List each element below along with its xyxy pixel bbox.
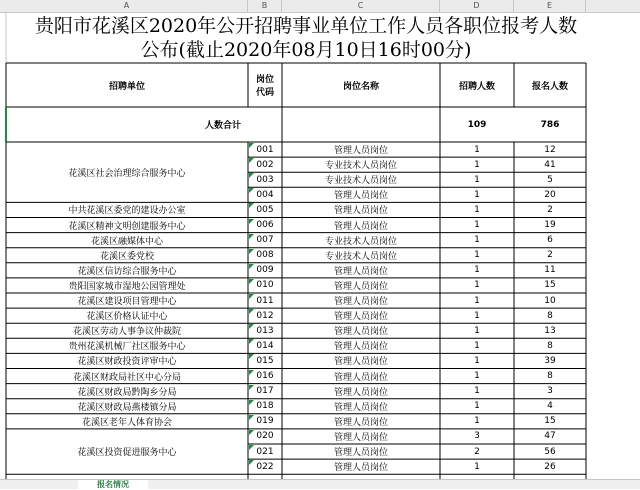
position-cell[interactable]: 管理人员岗位 [333,146,388,157]
recruit-cell[interactable]: 1 [474,189,480,200]
recruit-cell[interactable]: 1 [474,235,480,246]
header-unit[interactable]: 招聘单位 [108,81,145,92]
applicants-cell[interactable]: 2 [547,204,553,215]
code-cell[interactable]: 018 [256,401,274,412]
position-cell[interactable]: 管理人员岗位 [333,357,388,368]
recruit-cell[interactable]: 1 [474,280,480,291]
column-header-b[interactable]: B [248,0,282,12]
cell-comment-marker [249,219,254,224]
applicants-cell[interactable]: 2 [547,250,553,261]
recruit-cell[interactable]: 1 [474,355,480,366]
cell-comment-marker [249,158,254,163]
recruit-cell[interactable]: 1 [474,204,480,215]
position-cell[interactable]: 管理人员岗位 [333,372,388,383]
position-cell[interactable]: 管理人员岗位 [333,312,388,323]
recruit-cell[interactable]: 1 [474,386,480,397]
recruit-cell[interactable]: 1 [474,295,480,306]
column-header-d[interactable]: D [440,0,514,12]
recruit-cell[interactable]: 1 [474,250,480,261]
unit-cell[interactable]: 花溪区财政局社区中心分局 [72,372,181,383]
column-header-e[interactable]: E [514,0,586,12]
recruit-cell[interactable]: 1 [474,159,480,170]
applicants-cell[interactable]: 26 [544,461,556,472]
applicants-cell[interactable]: 15 [544,416,556,427]
header-code[interactable]: 岗位代码 [256,75,275,98]
recruit-cell[interactable]: 1 [474,265,480,276]
applicants-cell[interactable]: 47 [544,431,556,442]
unit-cell[interactable]: 花溪区委党校 [99,251,154,262]
applicants-cell[interactable]: 8 [547,371,553,382]
unit-cell[interactable]: 花溪区精神文明创建服务中心 [68,221,186,232]
position-cell[interactable]: 专业技术人员岗位 [324,176,397,187]
cell-comment-marker [249,234,254,239]
applicants-cell[interactable]: 13 [544,325,556,336]
code-cell[interactable]: 005 [256,204,274,215]
sheet-title-line1: 贵阳市花溪区2020年公开招聘事业单位工作人员各职位报考人数 [34,15,578,37]
cell-comment-marker [249,173,254,178]
position-cell[interactable]: 管理人员岗位 [333,266,388,277]
unit-cell[interactable]: 中共花溪区委党的建设办公室 [68,206,186,217]
code-cell[interactable]: 019 [256,416,274,427]
position-cell[interactable]: 管理人员岗位 [333,281,388,292]
cell-comment-marker [249,294,254,299]
code-cell[interactable]: 008 [256,250,274,261]
position-cell[interactable]: 管理人员岗位 [333,432,388,443]
code-cell[interactable]: 022 [256,461,274,472]
applicants-cell[interactable]: 8 [547,310,553,321]
code-cell[interactable]: 003 [256,174,274,185]
position-cell[interactable]: 管理人员岗位 [333,191,388,202]
position-cell[interactable]: 专业技术人员岗位 [324,251,397,262]
sheet-title-line2: 公布(截止2020年08月10日16时00分) [140,39,472,61]
cell-comment-marker [249,324,254,329]
code-cell[interactable]: 011 [256,295,274,306]
position-cell[interactable]: 管理人员岗位 [333,297,388,308]
cell-comment-marker [249,400,254,405]
total-applicants[interactable]: 786 [540,119,560,130]
unit-cell[interactable]: 贵州花溪机械厂社区服务中心 [68,342,186,353]
applicants-cell[interactable]: 20 [544,189,556,200]
cell-comment-marker [249,249,254,254]
position-cell[interactable]: 管理人员岗位 [333,387,388,398]
code-cell[interactable]: 015 [256,355,274,366]
applicants-cell[interactable]: 41 [544,159,556,170]
cell-comment-marker [249,354,254,359]
code-cell[interactable]: 021 [256,446,274,457]
header-position[interactable]: 岗位名称 [342,81,379,92]
cell-comment-marker [249,430,254,435]
column-header-a[interactable]: A [6,0,248,12]
unit-cell[interactable]: 花溪区财政投资评审中心 [77,357,177,368]
applicants-cell[interactable]: 11 [544,265,556,276]
applicants-cell[interactable]: 19 [544,220,556,231]
total-recruit[interactable]: 109 [467,119,487,130]
position-cell[interactable]: 管理人员岗位 [333,221,388,232]
cell-comment-marker [249,188,254,193]
code-cell[interactable]: 013 [256,325,274,336]
code-cell[interactable]: 016 [256,371,274,382]
unit-cell[interactable]: 花溪区劳动人事争议仲裁院 [72,327,181,338]
position-cell[interactable]: 管理人员岗位 [333,402,388,413]
unit-cell[interactable]: 花溪区信访综合服务中心 [77,266,177,277]
position-cell[interactable]: 管理人员岗位 [333,342,388,353]
unit-cell[interactable]: 花溪区财政局黔陶乡分局 [77,387,177,398]
cell-comment-marker [249,264,254,269]
header-recruit[interactable]: 招聘人数 [458,81,495,92]
sheet-tab-active[interactable]: 报名情况 [78,480,148,490]
recruit-cell[interactable]: 3 [474,431,480,442]
unit-cell[interactable]: 花溪区社会治理综合服务中心 [68,168,186,179]
cell-comment-marker [249,143,254,148]
cell-comment-marker [249,279,254,284]
applicants-cell[interactable]: 10 [544,295,556,306]
cell-comment-marker [249,460,254,465]
sheet-tab-bar [0,479,640,489]
unit-cell[interactable]: 花溪区融媒体中心 [90,236,163,247]
cell-comment-marker [249,339,254,344]
position-cell[interactable]: 管理人员岗位 [333,448,388,459]
code-cell[interactable]: 006 [256,220,274,231]
header-applicants[interactable]: 报名人数 [531,81,568,92]
unit-cell[interactable]: 花溪区投资促进服务中心 [77,448,177,459]
applicants-cell[interactable]: 6 [547,235,553,246]
cell-comment-marker [249,445,254,450]
code-cell[interactable]: 014 [256,340,274,351]
applicants-cell[interactable]: 4 [547,401,553,412]
code-cell[interactable]: 010 [256,280,274,291]
unit-cell[interactable]: 花溪区建设项目管理中心 [77,297,177,308]
applicants-cell[interactable]: 3 [547,386,553,397]
total-label[interactable]: 人数合计 [204,121,241,131]
code-cell[interactable]: 020 [256,431,274,442]
unit-cell[interactable]: 贵阳国家城市湿地公园管理处 [68,281,186,292]
column-header-c[interactable]: C [282,0,440,12]
recruit-cell[interactable]: 1 [474,416,480,427]
code-cell[interactable]: 009 [256,265,274,276]
applicants-cell[interactable]: 39 [544,355,556,366]
recruit-cell[interactable]: 1 [474,310,480,321]
recruit-cell[interactable]: 1 [474,144,480,155]
cell-comment-marker [249,370,254,375]
position-cell[interactable]: 专业技术人员岗位 [324,161,397,172]
cell-comment-marker [249,309,254,314]
cell-comment-marker [249,415,254,420]
code-cell[interactable]: 002 [256,159,274,170]
recruit-cell[interactable]: 1 [474,401,480,412]
position-cell[interactable]: 管理人员岗位 [333,206,388,217]
applicants-cell[interactable]: 5 [547,174,553,185]
recruit-cell[interactable]: 1 [474,340,480,351]
position-cell[interactable]: 管理人员岗位 [333,327,388,338]
cell-comment-marker [249,203,254,208]
code-cell[interactable]: 017 [256,386,274,397]
code-cell[interactable]: 001 [256,144,274,155]
applicants-cell[interactable]: 8 [547,340,553,351]
applicants-cell[interactable]: 56 [544,446,556,457]
code-cell[interactable]: 012 [256,310,274,321]
position-cell[interactable]: 管理人员岗位 [333,417,388,428]
recruit-cell[interactable]: 1 [474,174,480,185]
code-cell[interactable]: 004 [256,189,274,200]
recruit-cell[interactable]: 2 [474,446,480,457]
code-cell[interactable]: 007 [256,235,274,246]
applicants-cell[interactable]: 15 [544,280,556,291]
applicants-cell[interactable]: 12 [544,144,556,155]
position-cell[interactable]: 管理人员岗位 [333,463,388,474]
recruit-cell[interactable]: 1 [474,461,480,472]
unit-cell[interactable]: 花溪区老年人体育协会 [81,417,172,428]
recruit-cell[interactable]: 1 [474,220,480,231]
recruit-cell[interactable]: 1 [474,371,480,382]
unit-cell[interactable]: 花溪区价格认证中心 [86,312,168,323]
unit-cell[interactable]: 花溪区财政局燕楼镇分局 [77,402,177,413]
recruit-cell[interactable]: 1 [474,325,480,336]
cell-comment-marker [249,385,254,390]
position-cell[interactable]: 专业技术人员岗位 [324,236,397,247]
